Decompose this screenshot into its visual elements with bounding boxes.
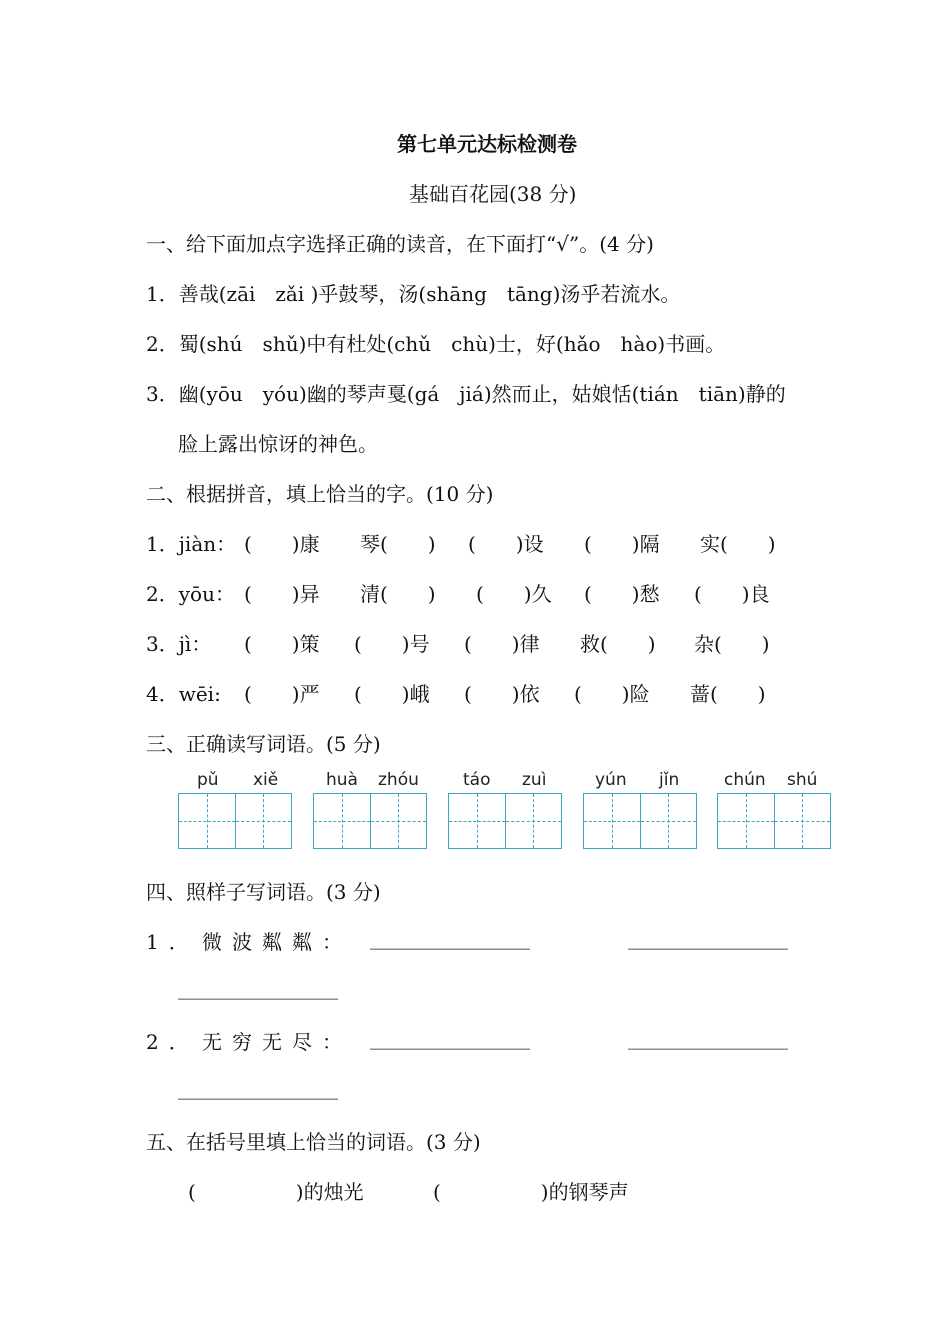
answer-blank[interactable]: ________________: [628, 1026, 788, 1050]
s2-blank[interactable]: 蔷( ): [690, 682, 766, 706]
section-4-heading: 四、照样子写词语。(3 分): [146, 880, 381, 904]
page-subtitle: 基础百花园(38 分): [409, 182, 577, 206]
s2-blank[interactable]: 清( ): [360, 582, 436, 606]
s2-blank[interactable]: ( )设: [468, 532, 544, 556]
s2-blank[interactable]: ( )律: [464, 632, 540, 656]
grid-cell[interactable]: [641, 794, 697, 848]
grid-cell[interactable]: [584, 794, 641, 848]
s1-item-3-cont: 脸上露出惊讶的神色。: [178, 432, 378, 456]
s1-item-3: 3．幽(yōu yóu)幽的琴声戛(gá jiá)然而止，姑娘恬(tián tiān)静的: [146, 382, 786, 406]
s2-blank[interactable]: ( )严: [244, 682, 320, 706]
writing-grid[interactable]: [448, 793, 562, 849]
answer-blank[interactable]: ________________: [370, 1026, 530, 1050]
grid-cell[interactable]: [506, 794, 562, 848]
s2-blank[interactable]: ( )康: [244, 532, 320, 556]
section-5-heading: 五、在括号里填上恰当的词语。(3 分): [146, 1130, 481, 1154]
s2-blank[interactable]: 杂( ): [694, 632, 770, 656]
s2-blank[interactable]: ( )依: [464, 682, 540, 706]
s2-blank[interactable]: ( )号: [354, 632, 430, 656]
s2-row-label: 4．wēi:: [146, 682, 221, 706]
s5-item-2[interactable]: ( )的钢琴声: [433, 1180, 629, 1204]
answer-blank[interactable]: ________________: [178, 1076, 338, 1100]
grid-cell[interactable]: [775, 794, 831, 848]
grid-cell[interactable]: [179, 794, 236, 848]
answer-blank[interactable]: ________________: [628, 926, 788, 950]
s2-row-1: [146, 528, 826, 554]
pinyin-label: xiě: [253, 770, 279, 790]
pinyin-label: zuì: [522, 770, 547, 790]
s4-item-1-example: 微波粼粼：: [202, 930, 352, 954]
s2-row-4: [146, 678, 826, 704]
s2-blank[interactable]: ( )隔: [584, 532, 660, 556]
s4-item-1-number: 1．: [146, 930, 199, 954]
grid-cell[interactable]: [449, 794, 506, 848]
pinyin-label: chún: [724, 770, 766, 790]
writing-grid[interactable]: [178, 793, 292, 849]
page-title: 第七单元达标检测卷: [397, 132, 577, 156]
s2-blank[interactable]: ( )愁: [584, 582, 660, 606]
s2-row-label: 1．jiàn：: [146, 532, 237, 556]
pinyin-label: jǐn: [659, 770, 680, 790]
writing-grid[interactable]: [313, 793, 427, 849]
s2-blank[interactable]: 救( ): [580, 632, 656, 656]
s2-blank[interactable]: ( )峨: [354, 682, 430, 706]
s1-item-1: 1．善哉(zāi zǎi )乎鼓琴，汤(shāng tāng)汤乎若流水。: [146, 282, 681, 306]
s1-item-2: 2．蜀(shú shǔ)中有杜处(chǔ chù)士，好(hǎo hào)书画。: [146, 332, 726, 356]
writing-grid[interactable]: [717, 793, 831, 849]
s2-blank[interactable]: ( )险: [574, 682, 650, 706]
grid-cell[interactable]: [314, 794, 371, 848]
grid-cell[interactable]: [718, 794, 775, 848]
s2-blank[interactable]: ( )良: [694, 582, 770, 606]
section-1-heading: 一、给下面加点字选择正确的读音，在下面打“√”。(4 分): [146, 232, 654, 256]
section-2-heading: 二、根据拼音，填上恰当的字。(10 分): [146, 482, 494, 506]
s2-blank[interactable]: 琴( ): [360, 532, 436, 556]
s2-blank[interactable]: ( )异: [244, 582, 320, 606]
pinyin-label: huà: [326, 770, 358, 790]
s2-blank[interactable]: ( )久: [476, 582, 552, 606]
section-3-heading: 三、正确读写词语。(5 分): [146, 732, 381, 756]
s4-item-2-number: 2．: [146, 1030, 199, 1054]
s4-item-2-example: 无穷无尽：: [202, 1030, 352, 1054]
s2-row-label: 3．jì：: [146, 632, 212, 656]
s2-blank[interactable]: ( )策: [244, 632, 320, 656]
s5-item-1[interactable]: ( )的烛光: [188, 1180, 364, 1204]
writing-grid[interactable]: [583, 793, 697, 849]
pinyin-label: yún: [595, 770, 627, 790]
pinyin-label: shú: [787, 770, 818, 790]
s2-row-3: [146, 628, 826, 654]
grid-cell[interactable]: [236, 794, 292, 848]
s2-blank[interactable]: 实( ): [700, 532, 776, 556]
pinyin-label: táo: [463, 770, 491, 790]
pinyin-label: pǔ: [197, 770, 219, 790]
answer-blank[interactable]: ________________: [370, 926, 530, 950]
grid-cell[interactable]: [371, 794, 427, 848]
pinyin-label: zhóu: [378, 770, 419, 790]
s2-row-2: [146, 578, 826, 604]
answer-blank[interactable]: ________________: [178, 976, 338, 1000]
s2-row-label: 2．yōu：: [146, 582, 235, 606]
